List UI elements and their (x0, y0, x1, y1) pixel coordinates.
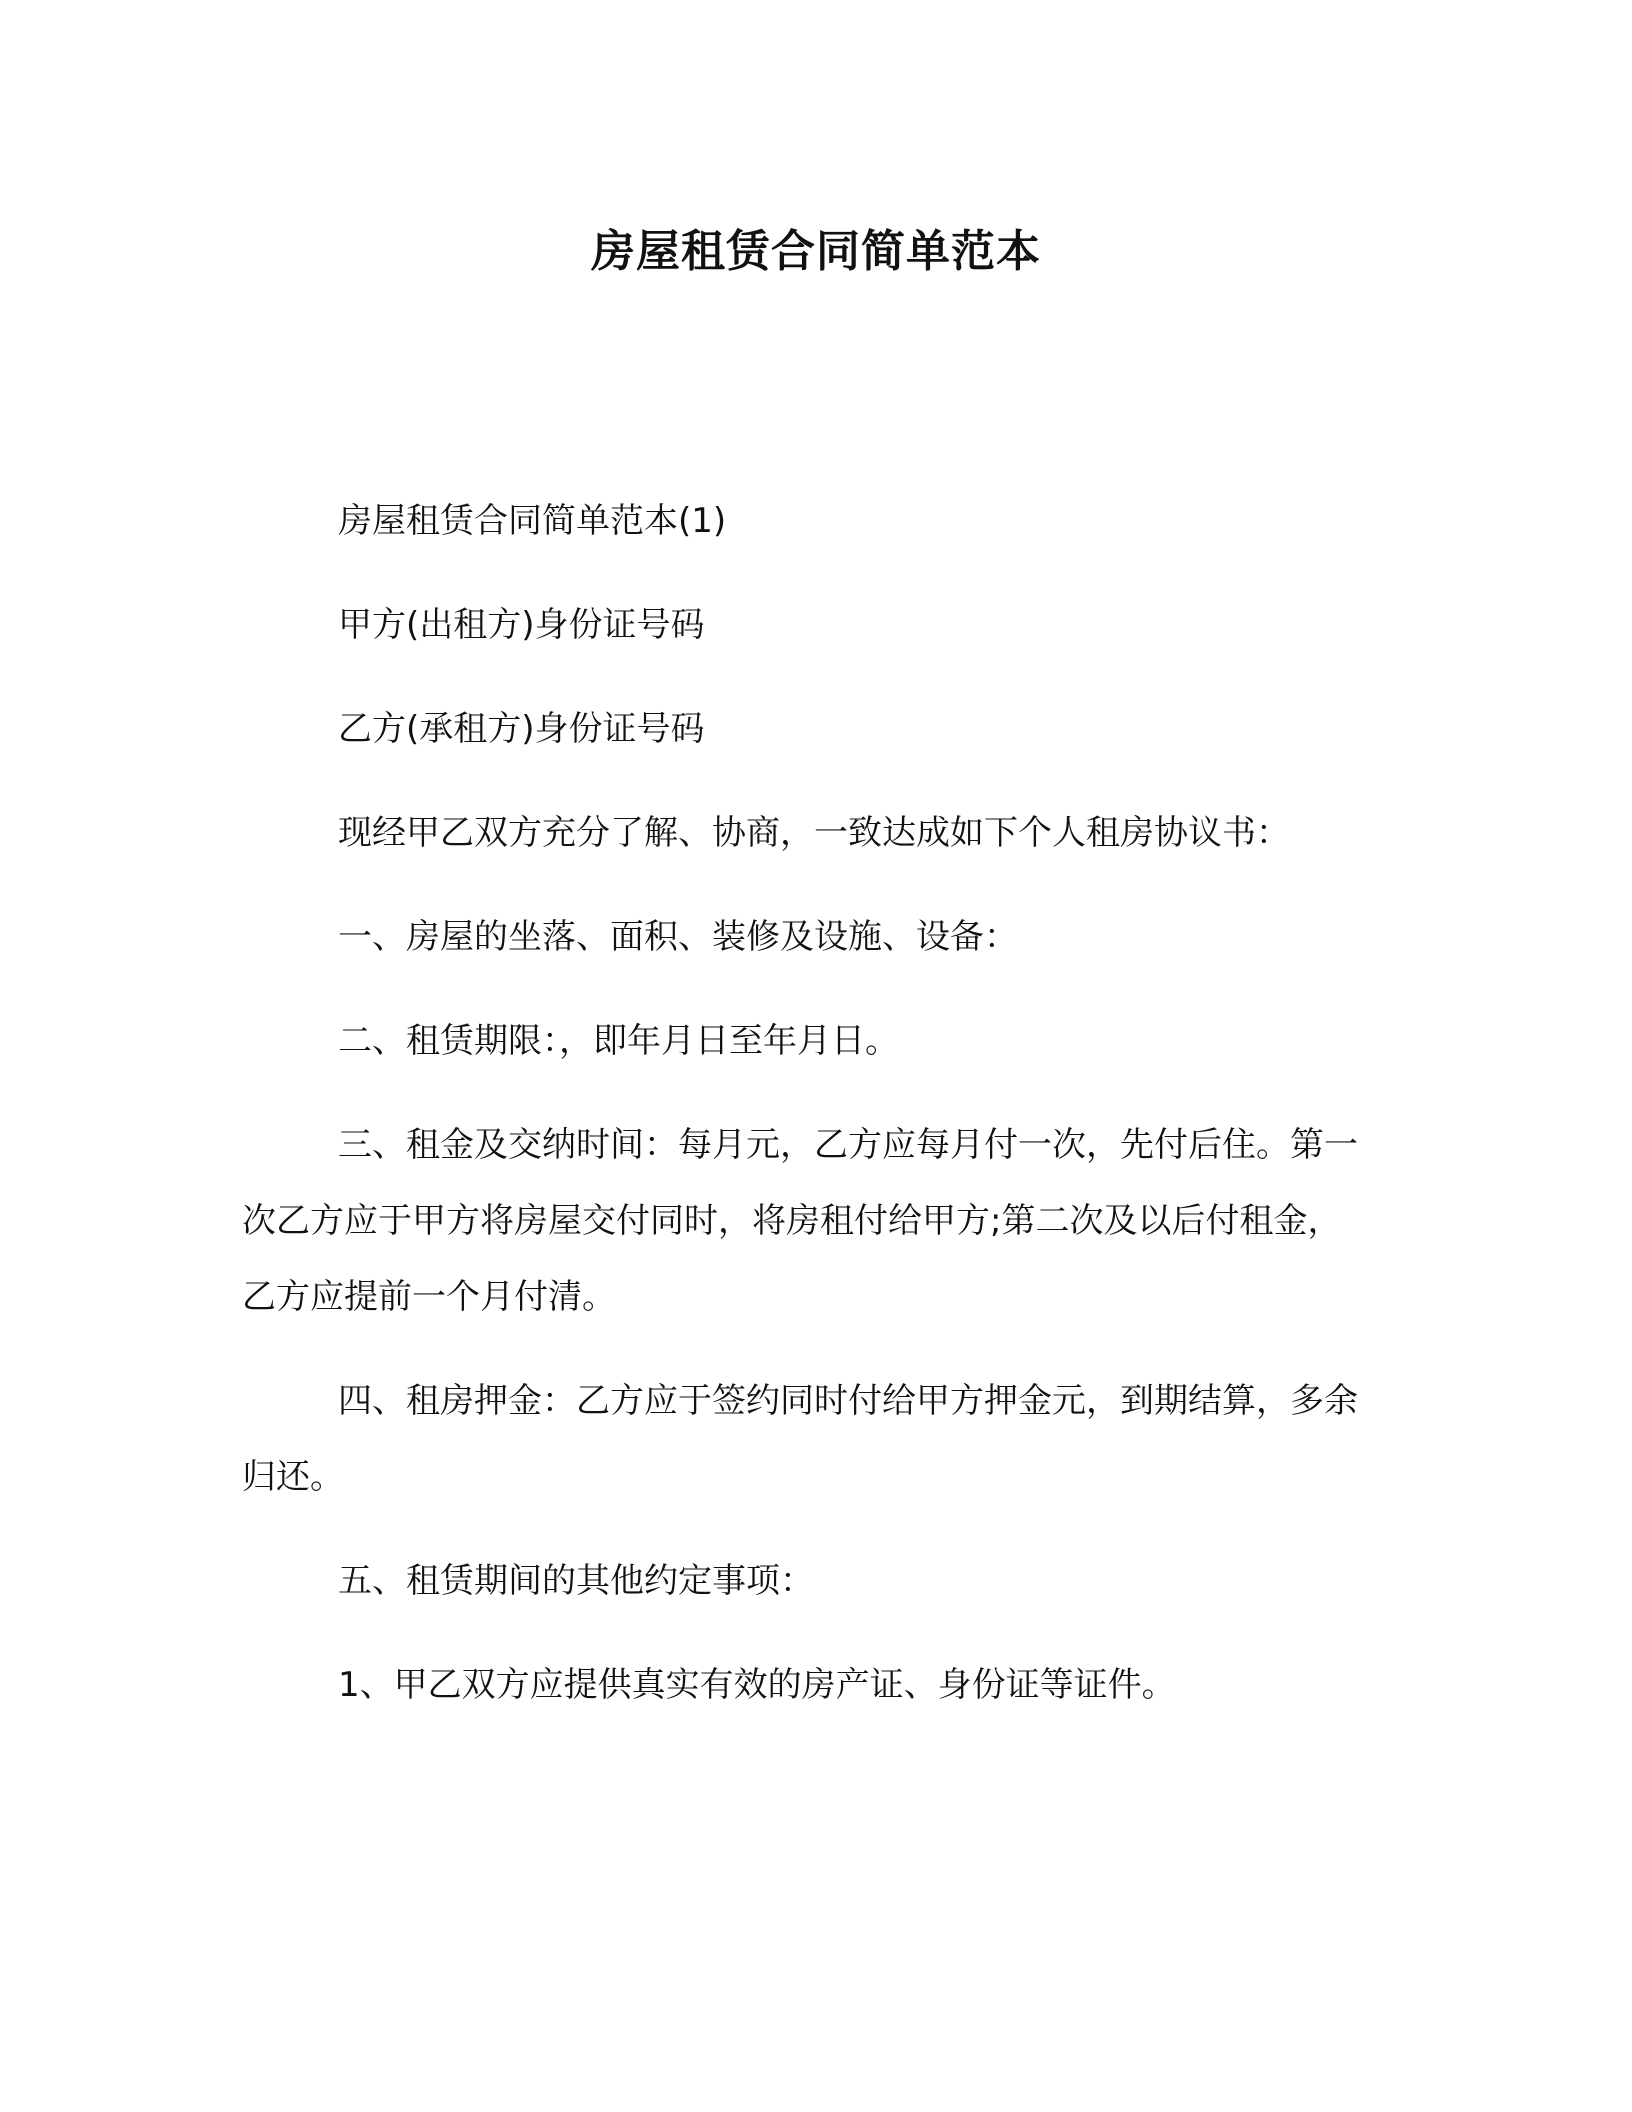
paragraph-agreement: 现经甲乙双方充分了解、协商，一致达成如下个人租房协议书： (338, 813, 1290, 853)
paragraph-clause-4: 四、租房押金：乙方应于签约同时付给甲方押金元，到期结算，多余归还。 (242, 1381, 1358, 1497)
document-body (242, 483, 1372, 1723)
document-title: 房屋租赁合同简单范本 (591, 226, 1041, 277)
paragraph-clause-1: 一、房屋的坐落、面积、装修及设施、设备： (338, 917, 1018, 957)
paragraph-clause-5: 五、租赁期间的其他约定事项： (338, 1561, 814, 1601)
paragraph-party-a: 甲方(出租方)身份证号码 (338, 605, 705, 645)
paragraph-clause-3: 三、租金及交纳时间：每月元，乙方应每月付一次，先付后住。第一次乙方应于甲方将房屋交付同时，将房租付给甲方;第二次及以后付租金，乙方应提前一个月付清。 (242, 1125, 1358, 1317)
paragraph-item-1: 1、甲乙双方应提供真实有效的房产证、身份证等证件。 (338, 1665, 1176, 1705)
paragraph-heading: 房屋租赁合同简单范本(1) (338, 501, 727, 541)
paragraph-party-b: 乙方(承租方)身份证号码 (338, 709, 705, 749)
paragraph-clause-2: 二、租赁期限：，即年月日至年月日。 (338, 1021, 899, 1061)
